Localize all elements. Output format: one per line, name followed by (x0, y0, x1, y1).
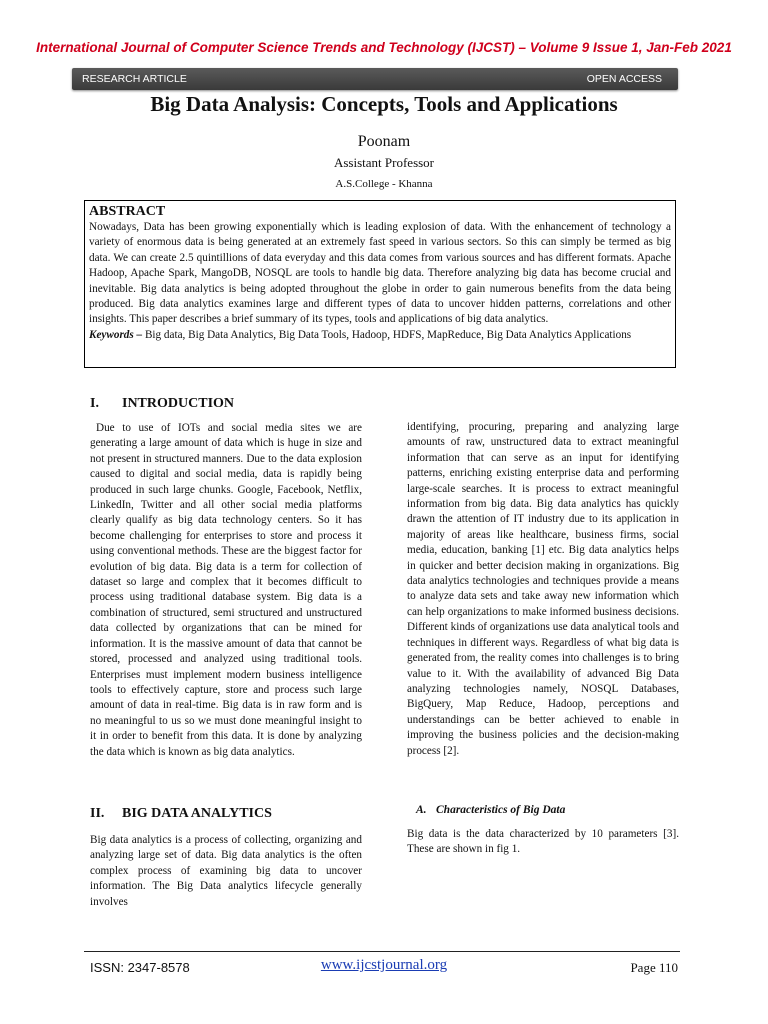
big-data-analytics-text: Big data analytics is a process of collecting, organizing and analyzing large set of data. Big data analytics is the often complex process of examining big data to uncover information. The Big Data analytics lifecycle generally involves (90, 834, 362, 908)
page-number: Page 110 (630, 960, 678, 975)
subsection-number: A. (416, 804, 427, 816)
journal-website-link[interactable]: www.ijcstjournal.org (320, 957, 448, 973)
open-access-label: OPEN ACCESS (586, 73, 662, 85)
introduction-text: Due to use of IOTs and social media sites we are generating a large amount of data which is huge in size and not present in structured manners. Due to the data explosion caused to digital and social media, data is rapidly being produced in such large chunks. Google, Facebook, Netflix, LinkedIn, Twitter and all other social media platforms clearly qualify as big data technology centers. So it has become challenging for enterprises to store and process it using conventional methods. These are the biggest factor for evolution of big data. Big data is a term for collection of dataset so large and complex that it becomes difficult to process using traditional database system. Big data is a combination of structured, semi structured and unstructured data collected by organizations that can be mined for information. It is the massive amount of data that cannot be stored, processed and analyzed using traditional tools. Enterprises must implement modern business intelligence tools to effectively capture, store and process such large amount of data in real-time. Big data is in raw form and is no meaningful to us so we must done meaningful insight to it in order to benefit from this data. It is done by analyzing the data which is known as big data analytics. (90, 422, 362, 758)
characteristics-text: Big data is the data characterized by 10 parameters [3]. These are shown in fig 1. (407, 828, 679, 856)
article-type-bar (72, 68, 678, 90)
section-heading-introduction (90, 396, 234, 412)
right-column-text: identifying, procuring, preparing and analyzing large amounts of raw, unstructured data to extract meaningful information that can serve as an input for identifying patterns, enriching existing enterprise data and performing large-scale searches. It is process to extract meaningful information from big data. Big data analytics has quickly drawn the attention of IT industry due to its application in majority of areas like healthcare, business firms, social media, education, banking [1] etc. Big data analytics helps in quicker and better decision making in organizations. Big data analytics technologies and techniques provide a means to analyze data sets and take away new information which can help organizations to make informed business decisions. Different kinds of organizations use data analytical tools and techniques in different ways. Regardless of what big data is generated from, the reality comes into challenges is to bring value to it. With the availability of advanced Big Data analyzing technologies namely, NOSQL Databases, BigQuery, Map Reduce, Hadoop, perceptions and understandings can be better achieved to enable in improving the business policies and the decision-making process [2]. (407, 421, 679, 757)
keywords (89, 328, 671, 343)
paper-title: Big Data Analysis: Concepts, Tools and Applications (150, 92, 618, 116)
footer-issn: ISSN: 2347-8578 (90, 960, 190, 975)
subsection-heading-characteristics (416, 804, 565, 816)
abstract-heading: ABSTRACT (89, 204, 166, 219)
author-affiliation: Assistant Professor (333, 155, 435, 170)
keywords-label: Keywords – (89, 328, 143, 341)
subsection-title: Characteristics of Big Data (436, 804, 566, 816)
abstract-box (84, 200, 676, 368)
section-number: II. (90, 806, 105, 821)
section-heading-big-data-analytics (90, 806, 272, 822)
abstract-text: Nowadays, Data has been growing exponentially which is leading explosion of data. With the enhancement of technology a variety of enormous data is being generated at an extremely fast speed in various sectors. So this can simply be termed as big data. We can create 2.5 quintillions of data everyday and this data comes from various sources and has different formats. Apache Hadoop, Apache Spark, MangoDB, NOSQL are tools to handle big data. Therefore analyzing big data has become crucial and inevitable. Big data analytics is being adopted throughout the globe in order to gain numerous benefits from the data being produced. Big data analytics examines large and different types of data to uncover hidden patterns, correlations and other insights. This paper describes a brief summary of its types, tools and applications of big data analytics. (89, 221, 671, 326)
section-number: I. (90, 396, 99, 411)
footer-divider (84, 951, 680, 952)
research-article-label: RESEARCH ARTICLE (82, 73, 187, 85)
section-title: BIG DATA ANALYTICS (122, 806, 272, 821)
section-title: INTRODUCTION (122, 396, 235, 411)
keywords-list: Big data, Big Data Analytics, Big Data Tools, Hadoop, HDFS, MapReduce, Big Data Analytics Applications (142, 328, 632, 341)
journal-header: International Journal of Computer Science Trends and Technology (IJCST) – Volume 9 Issue 1, Jan-Feb 2021 (36, 40, 732, 55)
author-name: Poonam (357, 133, 411, 150)
author-college: A.S.College - Khanna (335, 178, 433, 190)
